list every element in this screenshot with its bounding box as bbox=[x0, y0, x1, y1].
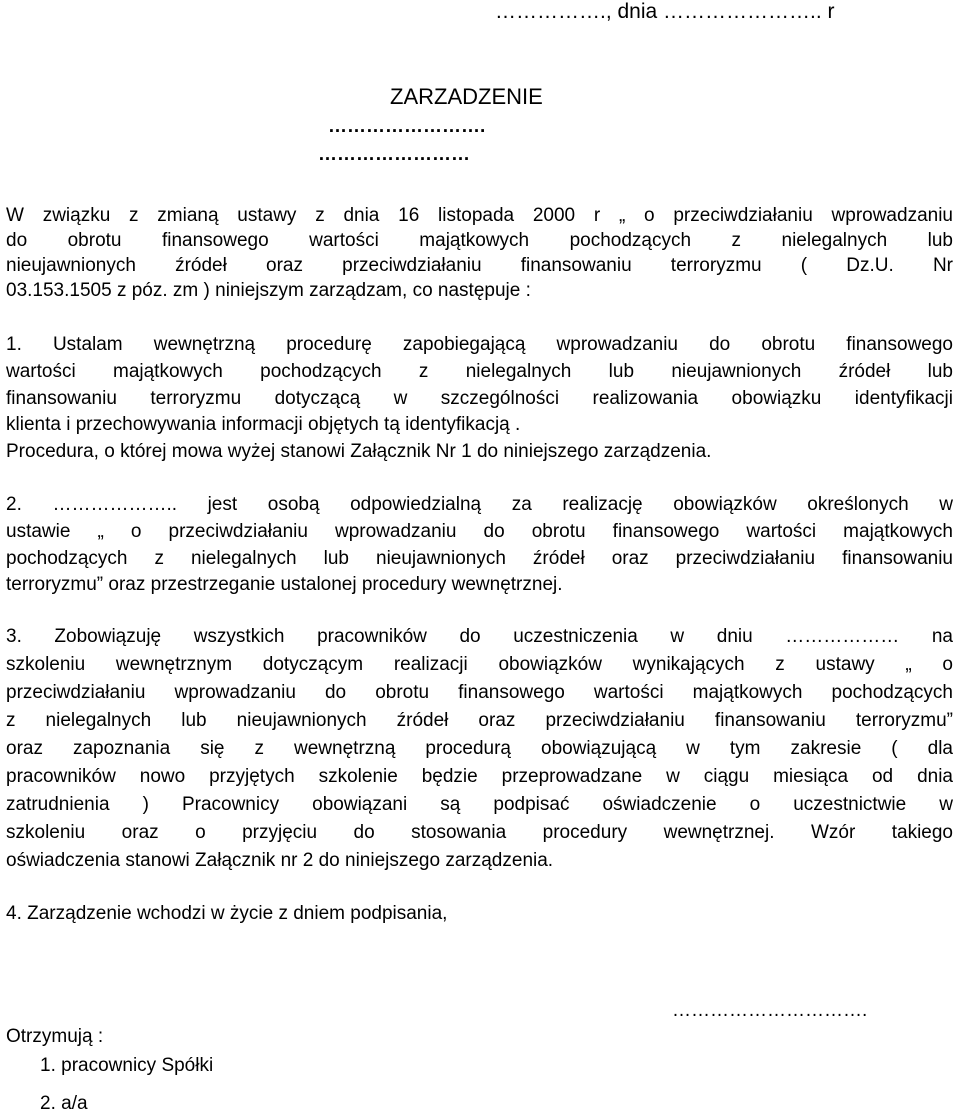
section-1-line: Procedura, o której mowa wyżej stanowi Załącznik Nr 1 do niniejszego zarządzenia. bbox=[6, 441, 712, 462]
section-3-line: oświadczenia stanowi Załącznik nr 2 do niniejszego zarządzenia. bbox=[6, 850, 554, 871]
section-4: 4. Zarządzenie wchodzi w życie z dniem podpisania, bbox=[6, 903, 448, 924]
intro-line: W związku z zmianą ustawy z dnia 16 listopada 2000 r „ o przeciwdziałaniu wprowadzaniu bbox=[6, 205, 953, 226]
section-3-line: szkoleniu wewnętrznym dotyczącym realizacji obowiązków wynikających z ustawy „ o bbox=[6, 654, 953, 675]
section-3-line: przeciwdziałaniu wprowadzaniu do obrotu finansowego wartości majątkowych pochodzących bbox=[6, 682, 953, 703]
section-1-line: wartości majątkowych pochodzących z nielegalnych lub nieujawnionych źródeł lub bbox=[6, 361, 953, 382]
place-date-line: ……………., dnia ………………….. r bbox=[495, 0, 835, 23]
recipient-item: 1. pracownicy Spółki bbox=[40, 1055, 214, 1076]
document-number-line-1: ……………………. bbox=[328, 116, 486, 137]
intro-line: do obrotu finansowego wartości majątkowych pochodzących z nielegalnych lub bbox=[6, 230, 953, 251]
section-3-line: szkoleniu oraz o przyjęciu do stosowania procedury wewnętrznej. Wzór takiego bbox=[6, 822, 953, 843]
intro-line: 03.153.1505 z póz. zm ) niniejszym zarządzam, co następuje : bbox=[6, 280, 531, 301]
section-3-line: oraz zapoznania się z wewnętrzną procedurą obowiązującą w tym zakresie ( dla bbox=[6, 738, 953, 759]
section-1-line: finansowaniu terroryzmu dotyczącą w szczególności realizowania obowiązku identyfikacji bbox=[6, 388, 953, 409]
section-2-line: 2. ……………….. jest osobą odpowiedzialną za realizację obowiązków określonych w bbox=[6, 494, 953, 515]
section-2-line: pochodzących z nielegalnych lub nieujawnionych źródeł oraz przeciwdziałaniu finansowaniu bbox=[6, 548, 953, 569]
section-3-line: z nielegalnych lub nieujawnionych źródeł oraz przeciwdziałaniu finansowaniu terroryzmu” bbox=[6, 710, 953, 731]
section-3-line: zatrudnienia ) Pracownicy obowiązani są podpisać oświadczenie o uczestnictwie w bbox=[6, 794, 953, 815]
signature-line: …………………………. bbox=[672, 1000, 868, 1021]
section-1-line: klienta i przechowywania informacji objętych tą identyfikacją . bbox=[6, 414, 521, 435]
recipient-item: 2. a/a bbox=[40, 1093, 88, 1114]
section-1-line: 1. Ustalam wewnętrzną procedurę zapobiegającą wprowadzaniu do obrotu finansowego bbox=[6, 334, 953, 355]
section-3-line: pracowników nowo przyjętych szkolenie będzie przeprowadzane w ciągu miesiąca od dnia bbox=[6, 766, 953, 787]
section-2-line: ustawie „ o przeciwdziałaniu wprowadzaniu do obrotu finansowego wartości majątkowych bbox=[6, 521, 953, 542]
document-number-line-2: …………………… bbox=[318, 144, 470, 165]
document-title: ZARZADZENIE bbox=[390, 84, 543, 109]
section-3-line: 3. Zobowiązuję wszystkich pracowników do uczestniczenia w dniu ……………… na bbox=[6, 626, 953, 647]
recipients-label: Otrzymują : bbox=[6, 1026, 104, 1047]
section-2-line: terroryzmu” oraz przestrzeganie ustalonej procedury wewnętrznej. bbox=[6, 574, 563, 595]
intro-line: nieujawnionych źródeł oraz przeciwdziałaniu finansowaniu terroryzmu ( Dz.U. Nr bbox=[6, 255, 953, 276]
